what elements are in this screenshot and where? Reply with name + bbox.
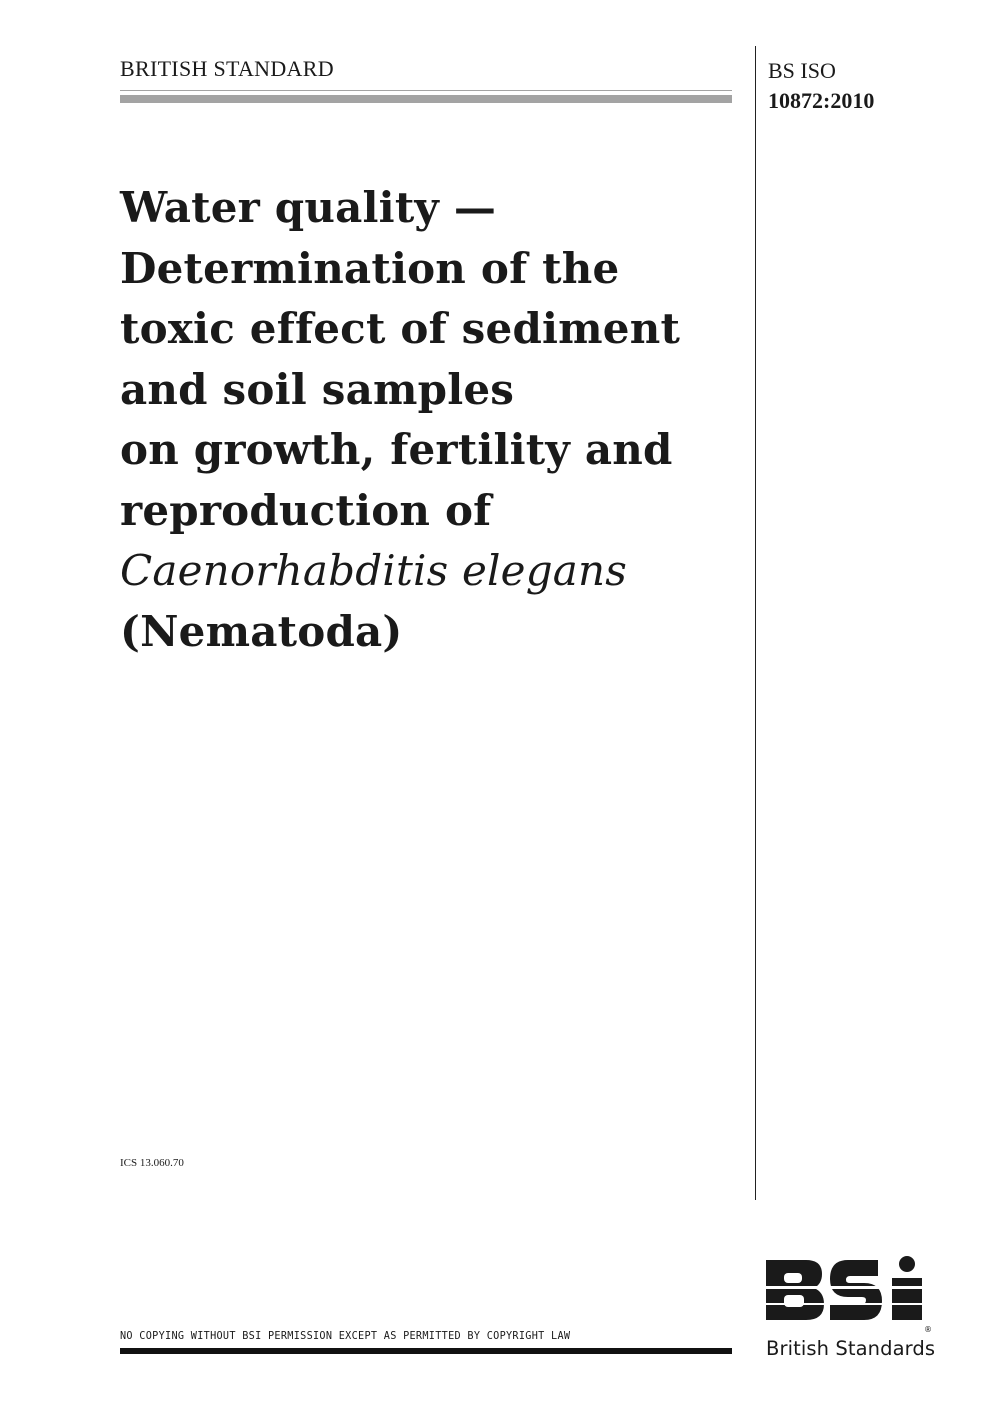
header-rule	[120, 95, 732, 103]
standard-designation	[768, 56, 874, 116]
title-line: reproduction of	[120, 485, 492, 535]
document-title	[120, 178, 745, 662]
bsi-logo-icon	[766, 1256, 930, 1324]
title-line: and soil samples	[120, 364, 515, 414]
header-rule-thin	[120, 90, 732, 91]
registered-mark: ®	[924, 1325, 932, 1334]
title-species: Caenorhabditis elegans	[120, 546, 628, 595]
title-line: Water quality —	[120, 183, 497, 232]
copyright-notice: NO COPYING WITHOUT BSI PERMISSION EXCEPT AS PERMITTED BY COPYRIGHT LAW	[120, 1331, 571, 1342]
title-line: toxic effect of sediment	[120, 304, 681, 353]
title-taxon: (Nematoda)	[120, 606, 403, 656]
vertical-divider	[755, 46, 756, 1200]
title-line: on growth, fertility and	[120, 425, 673, 474]
bsi-wordmark: British Standards	[766, 1337, 936, 1360]
designation-prefix: BS ISO	[768, 58, 836, 83]
series-label: BRITISH STANDARD	[120, 56, 334, 81]
footer-rule	[120, 1348, 732, 1354]
ics-code: ICS 13.060.70	[120, 1157, 184, 1169]
designation-number: 10872:2010	[768, 88, 875, 113]
title-line: Determination of the	[120, 243, 620, 293]
